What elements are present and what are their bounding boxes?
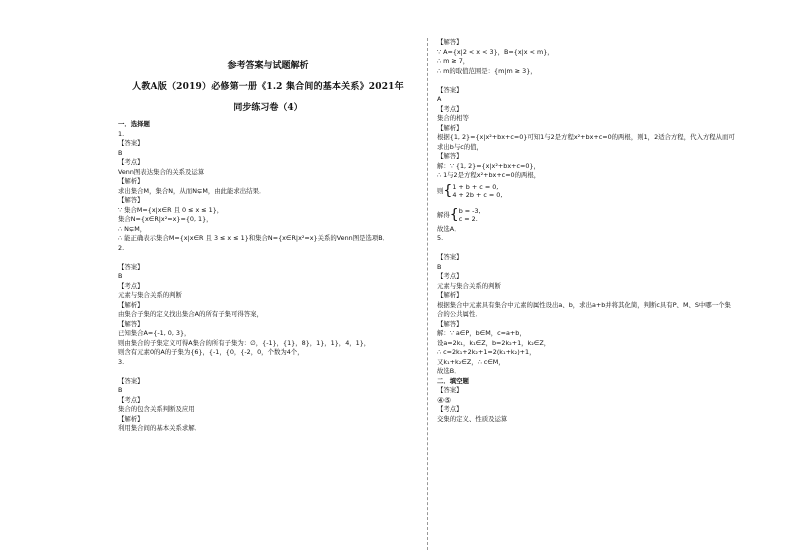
solution-label: 【解答】 <box>118 196 144 204</box>
left-column <box>118 38 418 434</box>
answer-value: ④⑤ <box>437 395 452 405</box>
answer-value: B <box>118 386 123 394</box>
equation-solution <box>437 207 737 223</box>
solution-line: ∵ 集合M={x|x∈R 且 0 ≤ x ≤ 1}， <box>118 205 224 214</box>
brace-icon: { <box>443 182 453 199</box>
topic-value: 交集的定义、性质及运算 <box>437 414 508 423</box>
solution-label: 【解答】 <box>437 38 463 46</box>
solution-line: ∵ A={x|2 < x < 3}，B={x|x < m}， <box>437 47 554 56</box>
brace-icon: { <box>449 206 459 223</box>
solution-label: 【解答】 <box>437 152 463 160</box>
analysis-text: 根据{1, 2}={x|x²+bx+c=0}可知1与2是方程x²+bx+c=0的两根，则1，2适合方程，代入方程从而可求出b与c的值， <box>437 133 735 151</box>
topic-value: 集合的相等 <box>437 114 469 122</box>
solution-line: 则由集合的子集定义可得A集合的所有子集为：∅，{-1}，{1}，8}，1}，1}，4，1}， <box>118 338 371 347</box>
doc-subtitle: 人教A版（2019）必修第一册《1.2 集合间的基本关系》2021年 <box>132 82 404 92</box>
answer-label: 【答案】 <box>118 376 144 385</box>
solution-line: ∴ c=2k₁+2k₂+1=2(k₁+k₂)+1， <box>437 348 536 356</box>
analysis-text: 根据集合中元素具有集合中元素的属性设出a、b，求出a+b并将其化简，判断c具有P、M、S中哪一个集合的公共属性． <box>437 300 731 318</box>
answer-label: 【答案】 <box>118 139 144 147</box>
question-number: 5. <box>437 234 444 242</box>
answer-value: A <box>437 95 442 103</box>
equation-row: 1 + b + c = 0, <box>452 182 499 191</box>
analysis-label: 【解析】 <box>437 291 463 299</box>
solution-line: 又k₁+k₂∈Z，∴ c∈M， <box>437 357 505 366</box>
solution-line: 故选A． <box>437 224 461 233</box>
analysis-label: 【解析】 <box>118 300 144 309</box>
doc-title: 参考答案与试题解析 <box>227 61 309 71</box>
analysis-label: 【解析】 <box>437 123 463 132</box>
topic-label: 【考点】 <box>437 104 463 113</box>
answer-value: B <box>437 262 442 271</box>
answer-value: B <box>118 272 123 280</box>
solution-line: 则含有元素0的A的子集为{6}，{-1，{0，{-2，0，个数为4个， <box>118 348 304 356</box>
answer-label: 【答案】 <box>118 262 144 271</box>
answer-label: 【答案】 <box>437 85 463 94</box>
topic-label: 【考点】 <box>118 281 144 290</box>
solution-line: ∴ m的取值范围是：{m|m ≥ 3}， <box>437 66 537 75</box>
solution-line: ∴ 1与2是方程x²+bx+c=0的两根， <box>437 171 541 179</box>
analysis-text: 利用集合间的基本关系求解． <box>118 424 202 432</box>
column-divider <box>427 38 428 550</box>
solution-line: 已知集合A={-1, 0, 3}， <box>118 329 191 337</box>
section-heading: 二．填空题 <box>437 376 469 385</box>
equation-row: b = -3, <box>458 206 481 215</box>
solution-label: 【解答】 <box>118 319 144 328</box>
topic-value: 元素与集合关系的判断 <box>118 291 182 299</box>
answer-label: 【答案】 <box>437 386 463 394</box>
topic-label: 【考点】 <box>118 395 144 404</box>
equation-row: 4 + 2b + c = 0, <box>452 190 503 199</box>
solution-line: 解：∵ {1, 2}={x|x²+bx+c=0}， <box>437 161 540 170</box>
solution-line: ∴ N⊊M， <box>118 224 147 233</box>
analysis-text: 求出集合M，集合N，从而N⊊M，由此能求出结果． <box>118 186 266 195</box>
solution-label: 【解答】 <box>437 319 463 328</box>
topic-label: 【考点】 <box>437 405 463 413</box>
section-heading: 一．选择题 <box>118 120 150 128</box>
analysis-label: 【解析】 <box>118 414 144 423</box>
solution-line: 设a=2k₁，k₁∈Z，b=2k₂+1，k₂∈Z， <box>437 338 551 347</box>
answer-label: 【答案】 <box>437 253 463 261</box>
topic-value: 集合的包含关系判断及应用 <box>118 405 195 413</box>
topic-value: Venn图表达集合的关系及运算 <box>118 167 205 176</box>
topic-value: 元素与集合关系的判断 <box>437 281 501 290</box>
topic-label: 【考点】 <box>437 272 463 280</box>
solution-line: 集合N={x∈R|x²=x}={0, 1}， <box>118 215 213 223</box>
solution-line: 故选B． <box>437 367 461 375</box>
equation-prefix: 则 <box>437 186 444 195</box>
question-number: 3. <box>118 357 125 366</box>
analysis-label: 【解析】 <box>118 177 144 185</box>
solution-line: ∴ 能正确表示集合M={x|x∈R 且 3 ≤ x ≤ 1}和集合N={x∈R|x²=x}关系的Venn图是选项B． <box>118 234 390 242</box>
solution-line: 解：∵ a∈P，b∈M，c=a+b， <box>437 329 526 337</box>
solution-line: ∴ m ≥ 7， <box>437 57 470 65</box>
question-number: 1. <box>118 129 125 138</box>
equation-prefix: 解得 <box>437 210 450 219</box>
equation-row: c = 2. <box>458 214 478 223</box>
topic-label: 【考点】 <box>118 158 144 166</box>
doc-subtitle-2: 同步练习卷（4） <box>233 103 303 113</box>
right-column <box>437 38 737 424</box>
equation-system <box>437 183 737 199</box>
question-number: 2. <box>118 243 125 252</box>
answer-value: B <box>118 148 123 157</box>
analysis-text: 由集合子集的定义找出集合A的所有子集可得答案， <box>118 310 263 318</box>
